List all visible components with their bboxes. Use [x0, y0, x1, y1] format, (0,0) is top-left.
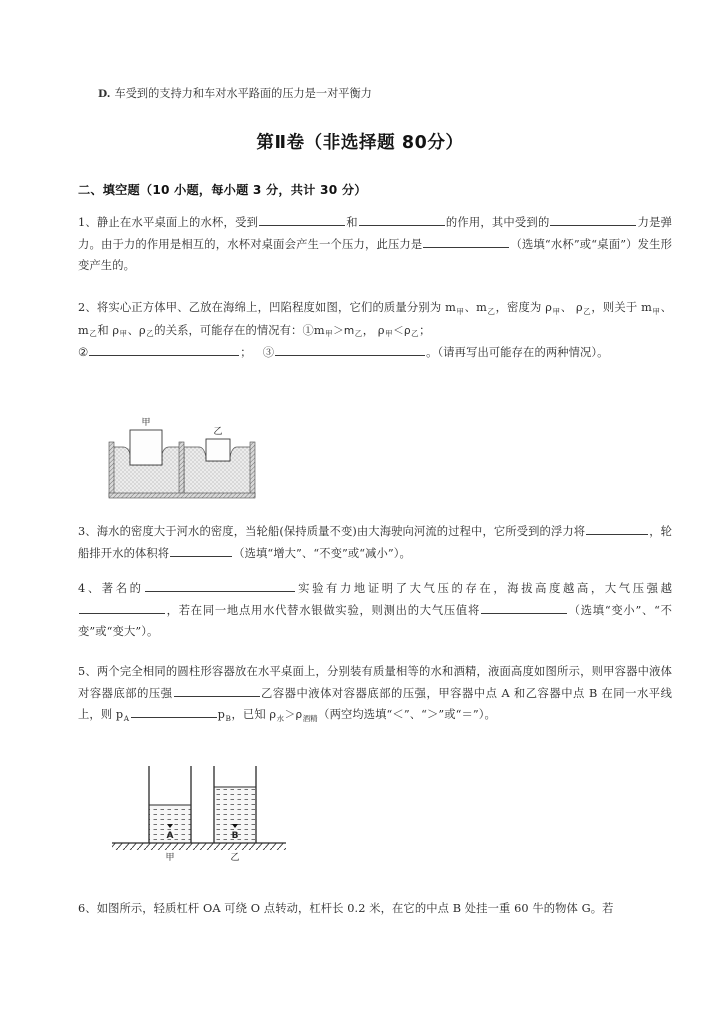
question-4-part2: 实验有力地证明了大气压的存在，海拔高度越高，大气压强越 — [295, 582, 673, 595]
cylinder-containers-figure — [104, 752, 294, 862]
option-d-tag: D. — [98, 88, 111, 100]
question-1-text-e: （选填“水杯”或“桌面”）发生形变产生的。 — [78, 237, 672, 272]
subscript-a: A — [123, 713, 130, 723]
section-heading-fill-in-blank: 二、填空题（10 小题，每小题 3 分，共计 30 分） — [78, 183, 367, 197]
question-2-mid9: ＞m — [333, 324, 355, 337]
question-2-mid4: ，则关于 m — [591, 301, 652, 314]
figure-label-jia: 甲 — [141, 418, 151, 428]
question-3 — [78, 521, 672, 564]
figure-label-jia: 甲 — [165, 853, 175, 862]
question-2-item-2-marker: ② — [78, 346, 89, 359]
question-4-part1: 著名的 — [101, 582, 144, 595]
subscript-jia: 甲 — [552, 306, 561, 316]
subscript-b: B — [225, 713, 232, 723]
question-4-part3: ，若在同一地点用水代替水银做实验，则测出的大气压值将 — [166, 603, 481, 617]
question-2-mid5: 、m — [78, 301, 672, 337]
question-5-part3: p — [217, 708, 225, 721]
question-2-mid7: 、ρ — [127, 323, 146, 337]
question-2-mid12: ； — [419, 323, 431, 337]
answer-blank[interactable] — [359, 213, 445, 226]
question-2-tail: 。（请再写出可能存在的两种情况）。 — [426, 346, 609, 359]
answer-blank[interactable] — [131, 705, 217, 718]
question-3-part3: （选填“增大”、“不变”或“减小”）。 — [233, 546, 411, 560]
question-5-part6: （两空均选填“＜”、“＞”或“＝”）。 — [318, 708, 496, 721]
question-3-part1: 海水的密度大于河水的密度，当轮船(保持质量不变)由大海驶向河流的过程中，它所受到的浮力将 — [96, 525, 586, 538]
question-2-prefix: 将实心正方体甲、乙放在海绵上，凹陷程度如图，它们的质量分别为 m — [96, 301, 456, 314]
subscript-jia: 甲 — [325, 329, 333, 338]
answer-blank[interactable] — [89, 343, 239, 356]
subscript-yi: 乙 — [354, 329, 363, 338]
subscript-jia: 甲 — [456, 306, 465, 316]
question-6-text: 如图所示，轻质杠杆 OA 可绕 O 点转动，杠杆长 0.2 米，在它的中点 B 处挂一重 60 牛的物体 G。若 — [96, 902, 614, 915]
question-2-mid3: 、 ρ — [560, 301, 583, 314]
question-1-text-d: 力是弹力。由于力的作用是相互的，水杯对桌面会产生一个压力，此压力是 — [78, 216, 673, 251]
question-2-mid6: 和 ρ — [97, 323, 120, 337]
question-1-text-c: 的作用，其中受到的 — [445, 216, 550, 229]
subscript-yi: 乙 — [89, 329, 97, 338]
question-4-number: 4、 — [78, 582, 102, 595]
subscript-jia: 甲 — [652, 306, 661, 316]
sponge-blocks-figure — [104, 409, 260, 501]
question-2-mid10: ， ρ — [362, 323, 385, 337]
question-5-number: 5、 — [78, 665, 97, 678]
question-6-number: 6、 — [78, 902, 97, 915]
figure-point-a: A — [166, 831, 174, 841]
subscript-yi: 乙 — [146, 329, 154, 338]
answer-blank[interactable] — [79, 601, 165, 614]
figure-label-yi: 乙 — [213, 427, 223, 437]
figure-point-b: B — [231, 831, 239, 841]
question-5-part1: 两个完全相同的圆柱形容器放在水平桌面上，分别装有质量相等的水和酒精，液面高度如图所示，则甲容器中液体对容器底部的压强 — [78, 665, 672, 700]
question-4-part4: （选填“变小”、“不变”或“变大”）。 — [78, 603, 672, 638]
option-d-line — [98, 85, 372, 103]
subscript-yi: 乙 — [487, 306, 496, 316]
answer-blank[interactable] — [275, 343, 425, 356]
question-2-items: ② ； ③ 。（请再写出可能存在的两种情况）。 — [78, 342, 672, 364]
question-2-mid2: ，密度为 ρ — [495, 301, 553, 314]
question-2-mid8: 的关系，可能存在的情况有：①m — [154, 323, 325, 337]
question-1-text-a: 静止在水平桌面上的水杯，受到 — [96, 216, 259, 229]
subscript-yi: 乙 — [583, 306, 591, 316]
question-4 — [78, 578, 672, 643]
question-1-number: 1、 — [78, 216, 97, 229]
question-5-part4: ，已知 ρ — [231, 708, 277, 721]
figure-label-yi: 乙 — [230, 853, 240, 862]
question-5-part2: 乙容器中液体对容器底部的压强，甲容器中点 A 和乙容器中点 B 在同一水平线上，则 p — [78, 686, 672, 721]
question-1 — [78, 212, 672, 277]
subscript-jia: 甲 — [119, 329, 128, 338]
question-2-number: 2、 — [78, 301, 97, 314]
answer-blank[interactable] — [423, 235, 509, 248]
answer-blank[interactable] — [586, 522, 648, 535]
subscript-jia: 甲 — [385, 329, 393, 338]
question-3-number: 3、 — [78, 525, 97, 538]
question-1-text-b: 和 — [346, 216, 358, 229]
question-2 — [78, 297, 672, 364]
question-2-item-3-marker: ③ — [262, 346, 275, 359]
answer-blank[interactable] — [259, 213, 345, 226]
question-6 — [78, 898, 672, 920]
volume-title: 第Ⅱ卷（非选择题 80分） — [256, 133, 464, 153]
question-5-part5: ＞ρ — [284, 709, 303, 721]
answer-blank[interactable] — [145, 579, 295, 592]
answer-blank[interactable] — [174, 684, 260, 697]
subscript-alcohol: 酒精 — [302, 713, 318, 723]
question-5 — [78, 661, 672, 727]
question-2-mid1: 、m — [464, 301, 487, 314]
answer-blank[interactable] — [170, 544, 232, 557]
question-3-part2: ，轮船排开水的体积将 — [78, 525, 673, 560]
question-2-mid11: ＜ρ — [393, 324, 411, 337]
answer-blank[interactable] — [550, 213, 636, 226]
subscript-water: 水 — [276, 713, 285, 723]
answer-blank[interactable] — [481, 601, 567, 614]
subscript-yi: 乙 — [411, 329, 419, 338]
option-d-text: 车受到的支持力和车对水平路面的压力是一对平衡力 — [114, 87, 372, 100]
